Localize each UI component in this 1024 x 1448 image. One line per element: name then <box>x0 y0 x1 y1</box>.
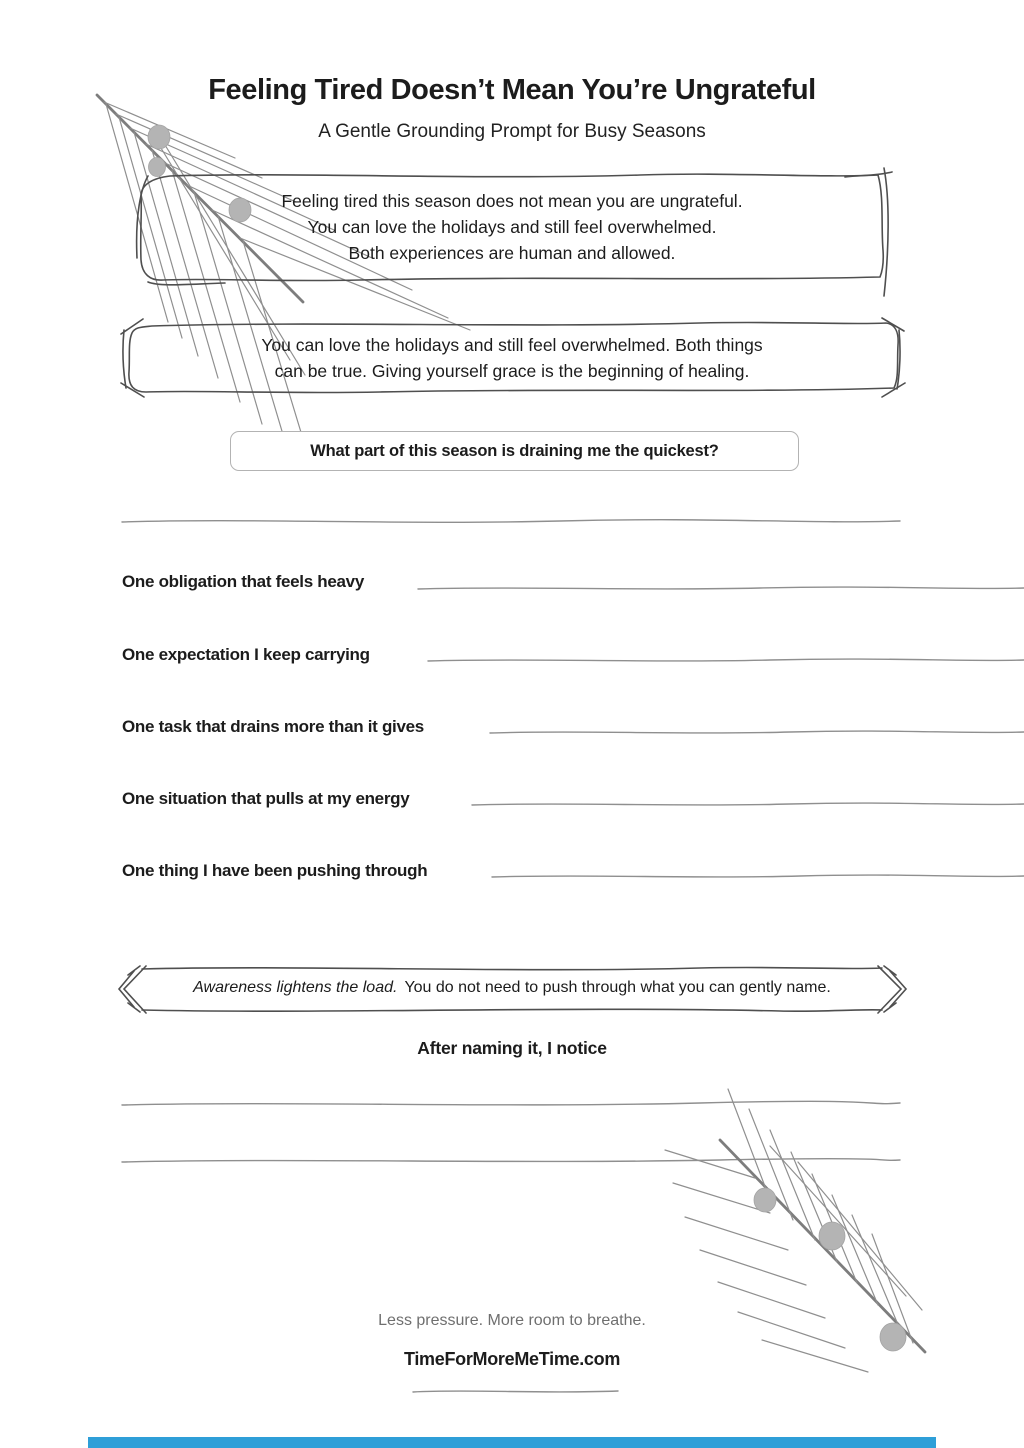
after-naming-heading: After naming it, I notice <box>417 1038 607 1058</box>
banner-emphasis-text: Awareness lightens the load. <box>193 979 398 996</box>
intro-line-2: You can love the holidays and still feel overwhelmed. <box>307 217 717 237</box>
awareness-banner <box>0 977 1024 999</box>
affirmation-line-1: You can love the holidays and still feel overwhelmed. Both things <box>261 335 763 355</box>
prompt-question-box <box>230 431 799 471</box>
footer-rule <box>413 1391 618 1392</box>
page-title: Feeling Tired Doesn’t Mean You’re Ungrateful <box>208 74 816 106</box>
intro-box <box>0 188 1024 266</box>
intro-line-3: Both experiences are human and allowed. <box>348 243 676 263</box>
pine-branch-top-left <box>97 95 470 462</box>
prompt-question-text: What part of this season is draining me the quickest? <box>310 441 719 460</box>
field-label-task: One task that drains more than it gives <box>122 717 424 736</box>
field-label-obligation: One obligation that feels heavy <box>122 572 364 591</box>
affirmation-line-2: can be true. Giving yourself grace is the beginning of healing. <box>274 361 750 381</box>
website-link[interactable]: TimeForMoreMeTime.com <box>403 1349 621 1369</box>
footer-accent-bar <box>88 1437 936 1448</box>
banner-body-text: You do not need to push through what you can gently name. <box>404 979 831 996</box>
field-writing-lines <box>418 587 1024 877</box>
page-subtitle: A Gentle Grounding Prompt for Busy Seasons <box>318 121 706 142</box>
intro-line-1: Feeling tired this season does not mean you are ungrateful. <box>281 191 743 211</box>
notice-writing-lines <box>122 1101 900 1162</box>
field-label-pushing-through: One thing I have been pushing through <box>122 861 428 880</box>
field-label-expectation: One expectation I keep carrying <box>122 645 370 664</box>
affirmation-box <box>0 332 1024 384</box>
writing-line-prompt <box>122 520 900 523</box>
field-label-situation: One situation that pulls at my energy <box>122 789 410 808</box>
footer-tagline: Less pressure. More room to breathe. <box>378 1312 646 1329</box>
